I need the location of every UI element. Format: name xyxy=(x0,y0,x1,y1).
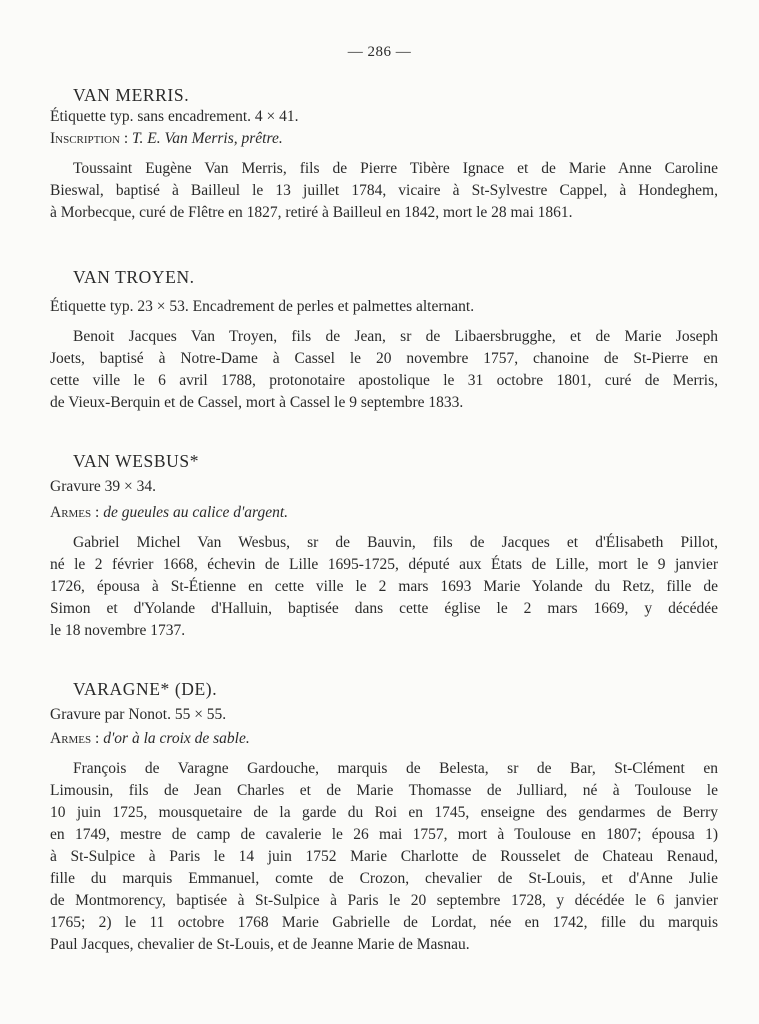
entry-title: VAN MERRIS. xyxy=(73,85,190,105)
bio-line: Joets, baptisé à Notre-Dame à Cassel le 20 novembre 1757, chanoine de St-Pierre en xyxy=(50,350,718,367)
bio-line: à St-Sulpice à Paris le 14 juin 1752 Marie Charlotte de Rousselet de Chateau Renaud, xyxy=(50,848,718,865)
bio-line: François de Varagne Gardouche, marquis de Belesta, sr de Bar, St-Clément en xyxy=(73,760,718,777)
bio-line: Limousin, fils de Jean Charles et de Marie Thomasse de Julliard, né à Toulouse le xyxy=(50,782,718,799)
entry-title: VARAGNE* (DE). xyxy=(73,679,218,699)
armes-label: Armes : xyxy=(50,730,100,747)
bio-line: Bieswal, baptisé à Bailleul le 13 juillet 1784, vicaire à St-Sylvestre Cappel, à Hondeghem, xyxy=(50,182,718,199)
entry-description: Étiquette typ. 23 × 53. Encadrement de perles et palmettes alternant. xyxy=(50,298,475,315)
entry-varagne xyxy=(50,678,718,956)
entry-title: VAN WESBUS* xyxy=(73,451,200,471)
biography xyxy=(50,158,718,224)
entry-van-merris xyxy=(50,84,718,224)
inscription-label: Inscription : xyxy=(50,130,129,147)
armes-text: de gueules au calice d'argent. xyxy=(103,504,289,521)
entry-description: Gravure par Nonot. 55 × 55. xyxy=(50,706,227,723)
bio-line: 1765; 2) le 11 octobre 1768 Marie Gabrielle de Lordat, née en 1742, fille du marquis xyxy=(50,914,718,931)
bio-line: 10 juin 1725, mousquetaire de la garde du Roi en 1745, enseigne des gendarmes de Berry xyxy=(50,804,718,821)
armes-line xyxy=(50,728,718,750)
armes-label: Armes : xyxy=(50,504,100,521)
bio-line: de Vieux-Berquin et de Cassel, mort à Cassel le 9 septembre 1833. xyxy=(50,394,464,411)
entry-description: Étiquette typ. sans encadrement. 4 × 41. xyxy=(50,108,299,125)
bio-line: de Montmorency, baptisée à St-Sulpice à Paris le 20 septembre 1728, y décédée le 6 janvier xyxy=(50,892,718,909)
armes-line xyxy=(50,502,718,524)
bio-line: Benoit Jacques Van Troyen, fils de Jean, sr de Libaersbrugghe, et de Marie Joseph xyxy=(73,328,718,345)
bio-line: cette ville le 6 avril 1788, protonotaire apostolique le 31 octobre 1801, curé de Merris, xyxy=(50,372,718,389)
bio-line: le 18 novembre 1737. xyxy=(50,622,186,639)
entry-van-wesbus xyxy=(50,450,718,642)
biography xyxy=(50,532,718,642)
entry-description: Gravure 39 × 34. xyxy=(50,478,157,495)
page-number: — 286 — xyxy=(347,44,412,60)
inscription-text: T. E. Van Merris, prêtre. xyxy=(132,130,283,147)
biography xyxy=(50,758,718,956)
biography xyxy=(50,326,718,414)
bio-line: 1726, épousa à St-Étienne en cette ville le 2 mars 1693 Marie Yolande du Retz, fille de xyxy=(50,578,718,595)
bio-line: Toussaint Eugène Van Merris, fils de Pierre Tibère Ignace et de Marie Anne Caroline xyxy=(73,160,718,177)
bio-line: à Morbecque, curé de Flêtre en 1827, retiré à Bailleul en 1842, mort le 28 mai 1861. xyxy=(50,204,573,221)
bio-line: Simon et d'Yolande d'Halluin, baptisée dans cette église le 2 mars 1669, y décédée xyxy=(50,600,718,617)
armes-text: d'or à la croix de sable. xyxy=(103,730,250,747)
bio-line: fille du marquis Emmanuel, comte de Crozon, chevalier de St-Louis, et d'Anne Julie xyxy=(50,870,718,887)
bio-line: Gabriel Michel Van Wesbus, sr de Bauvin, fils de Jacques et d'Élisabeth Pillot, xyxy=(73,534,718,551)
entry-van-troyen xyxy=(50,266,718,414)
entry-title: VAN TROYEN. xyxy=(73,267,195,287)
bio-line: Paul Jacques, chevalier de St-Louis, et de Jeanne Marie de Masnau. xyxy=(50,936,470,953)
inscription-line xyxy=(50,128,718,150)
bio-line: né le 2 février 1668, échevin de Lille 1695-1725, député aux États de Lille, mort le 9 janvier xyxy=(50,556,718,573)
bio-line: en 1749, mestre de camp de cavalerie le 26 mai 1757, mort à Toulouse en 1807; épousa 1) xyxy=(50,826,718,843)
